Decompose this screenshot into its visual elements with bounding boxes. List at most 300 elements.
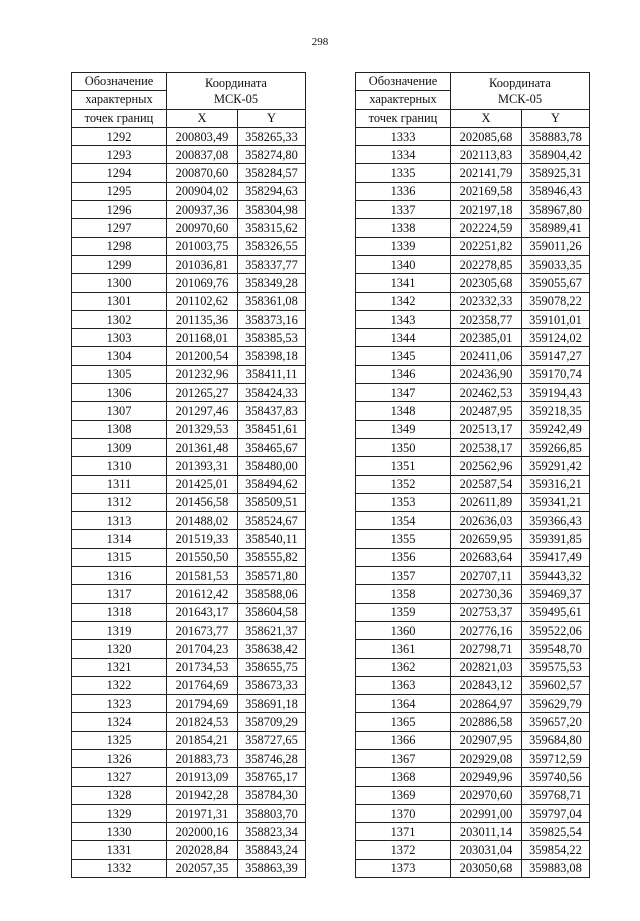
x-coordinate-cell: 202251,82 [451, 237, 522, 255]
y-coordinate-cell: 359055,67 [522, 274, 590, 292]
page-number: 298 [311, 36, 329, 48]
x-coordinate-cell: 201550,50 [167, 548, 238, 566]
table-row [356, 274, 590, 292]
x-coordinate-cell: 201824,53 [167, 713, 238, 731]
point-number-cell: 1352 [356, 475, 451, 493]
point-number-cell: 1309 [72, 438, 167, 456]
table-row [72, 621, 306, 639]
x-coordinate-cell: 201581,53 [167, 567, 238, 585]
y-coordinate-cell: 359291,42 [522, 457, 590, 475]
point-label-header: Обозначение [72, 73, 167, 91]
point-number-cell: 1356 [356, 548, 451, 566]
point-number-cell: 1301 [72, 292, 167, 310]
y-coordinate-cell: 358274,80 [238, 146, 306, 164]
y-coordinate-cell: 358509,51 [238, 493, 306, 511]
x-coordinate-cell: 203050,68 [451, 859, 522, 877]
x-coordinate-cell: 201673,77 [167, 621, 238, 639]
y-coordinate-cell: 358863,39 [238, 859, 306, 877]
table-row [356, 731, 590, 749]
x-coordinate-cell: 202538,17 [451, 438, 522, 456]
table-row [72, 420, 306, 438]
point-number-cell: 1300 [72, 274, 167, 292]
table-row [72, 201, 306, 219]
point-number-cell: 1346 [356, 365, 451, 383]
point-label-header: Обозначение [356, 73, 451, 91]
y-coordinate-cell: 358385,53 [238, 329, 306, 347]
table-row [356, 621, 590, 639]
point-number-cell: 1365 [356, 713, 451, 731]
x-coordinate-cell: 203011,14 [451, 823, 522, 841]
table-row [356, 420, 590, 438]
table-row [72, 530, 306, 548]
table-row [356, 823, 590, 841]
table-row [356, 438, 590, 456]
y-coordinate-cell: 358451,61 [238, 420, 306, 438]
point-number-cell: 1317 [72, 585, 167, 603]
y-coordinate-cell: 358373,16 [238, 310, 306, 328]
table-row [72, 823, 306, 841]
x-coordinate-cell: 201200,54 [167, 347, 238, 365]
table-row [72, 640, 306, 658]
table-row [72, 329, 306, 347]
x-coordinate-cell: 202821,03 [451, 658, 522, 676]
table-row [72, 127, 306, 145]
coordinates-table-right [355, 72, 590, 878]
point-number-cell: 1335 [356, 164, 451, 182]
point-number-cell: 1298 [72, 237, 167, 255]
x-coordinate-cell: 202224,59 [451, 219, 522, 237]
table-row [72, 219, 306, 237]
y-coordinate-cell: 359883,08 [522, 859, 590, 877]
point-number-cell: 1299 [72, 255, 167, 273]
x-coordinate-cell: 201488,02 [167, 512, 238, 530]
y-coordinate-cell: 358555,82 [238, 548, 306, 566]
y-coordinate-cell: 359218,35 [522, 402, 590, 420]
point-number-cell: 1305 [72, 365, 167, 383]
y-coordinate-cell: 358265,33 [238, 127, 306, 145]
table-row [72, 585, 306, 603]
x-coordinate-cell: 202436,90 [451, 365, 522, 383]
y-coordinate-cell: 359712,59 [522, 749, 590, 767]
point-number-cell: 1324 [72, 713, 167, 731]
x-coordinate-cell: 202332,33 [451, 292, 522, 310]
table-body-left [72, 127, 306, 877]
x-coordinate-cell: 202305,68 [451, 274, 522, 292]
x-coordinate-cell: 202028,84 [167, 841, 238, 859]
table-row [72, 237, 306, 255]
point-number-cell: 1333 [356, 127, 451, 145]
x-coordinate-cell: 201393,31 [167, 457, 238, 475]
x-coordinate-cell: 202636,03 [451, 512, 522, 530]
table-row [72, 841, 306, 859]
y-coordinate-cell: 358480,00 [238, 457, 306, 475]
x-coordinate-cell: 202707,11 [451, 567, 522, 585]
table-row [356, 548, 590, 566]
table-row [72, 676, 306, 694]
table-row [356, 347, 590, 365]
x-coordinate-cell: 202776,16 [451, 621, 522, 639]
point-number-cell: 1341 [356, 274, 451, 292]
point-number-cell: 1364 [356, 695, 451, 713]
x-coordinate-cell: 202611,89 [451, 493, 522, 511]
point-number-cell: 1294 [72, 164, 167, 182]
point-number-cell: 1348 [356, 402, 451, 420]
coordinate-header-line1: Координата [489, 75, 551, 90]
x-coordinate-cell: 201168,01 [167, 329, 238, 347]
x-coordinate-cell: 201942,28 [167, 786, 238, 804]
table-row [356, 695, 590, 713]
point-number-cell: 1344 [356, 329, 451, 347]
x-coordinate-cell: 201854,21 [167, 731, 238, 749]
table-row [72, 347, 306, 365]
coordinate-header-line2: МСК-05 [213, 91, 259, 106]
table-row [356, 201, 590, 219]
point-number-cell: 1327 [72, 768, 167, 786]
point-number-cell: 1358 [356, 585, 451, 603]
point-number-cell: 1295 [72, 182, 167, 200]
y-column-header: Y [238, 109, 306, 127]
point-number-cell: 1336 [356, 182, 451, 200]
x-coordinate-cell: 202843,12 [451, 676, 522, 694]
point-number-cell: 1347 [356, 384, 451, 402]
y-coordinate-cell: 359740,56 [522, 768, 590, 786]
y-coordinate-cell: 359495,61 [522, 603, 590, 621]
x-coordinate-cell: 202864,97 [451, 695, 522, 713]
y-coordinate-cell: 359575,53 [522, 658, 590, 676]
point-label-header-line3: точек границ [72, 109, 167, 127]
x-coordinate-cell: 202278,85 [451, 255, 522, 273]
y-coordinate-cell: 359469,37 [522, 585, 590, 603]
y-coordinate-cell: 359417,49 [522, 548, 590, 566]
y-coordinate-cell: 358524,67 [238, 512, 306, 530]
table-row [356, 237, 590, 255]
y-coordinate-cell: 358540,11 [238, 530, 306, 548]
table-row [72, 182, 306, 200]
point-number-cell: 1330 [72, 823, 167, 841]
y-coordinate-cell: 359242,49 [522, 420, 590, 438]
x-coordinate-cell: 201971,31 [167, 804, 238, 822]
point-number-cell: 1369 [356, 786, 451, 804]
table-row [356, 329, 590, 347]
point-number-cell: 1329 [72, 804, 167, 822]
point-label-header-line3: точек границ [356, 109, 451, 127]
x-column-header: X [451, 109, 522, 127]
table-row [72, 603, 306, 621]
x-coordinate-cell: 202385,01 [451, 329, 522, 347]
table-row [72, 567, 306, 585]
y-coordinate-cell: 359124,02 [522, 329, 590, 347]
y-coordinate-cell: 359854,22 [522, 841, 590, 859]
x-coordinate-cell: 201519,33 [167, 530, 238, 548]
x-coordinate-cell: 200904,02 [167, 182, 238, 200]
x-coordinate-cell: 202169,58 [451, 182, 522, 200]
x-coordinate-cell: 201425,01 [167, 475, 238, 493]
y-coordinate-cell: 358437,83 [238, 402, 306, 420]
table-row [356, 365, 590, 383]
x-coordinate-cell: 202197,18 [451, 201, 522, 219]
y-coordinate-cell: 358746,28 [238, 749, 306, 767]
coordinate-header [167, 73, 306, 110]
y-coordinate-cell: 358989,41 [522, 219, 590, 237]
y-coordinate-cell: 358361,08 [238, 292, 306, 310]
y-coordinate-cell: 359078,22 [522, 292, 590, 310]
coordinate-header-line2: МСК-05 [497, 91, 543, 106]
point-number-cell: 1362 [356, 658, 451, 676]
y-coordinate-cell: 358284,57 [238, 164, 306, 182]
y-coordinate-cell: 358294,63 [238, 182, 306, 200]
y-coordinate-cell: 358967,80 [522, 201, 590, 219]
x-coordinate-cell: 202411,06 [451, 347, 522, 365]
table-row [72, 365, 306, 383]
table-row [356, 457, 590, 475]
point-number-cell: 1304 [72, 347, 167, 365]
y-coordinate-cell: 359147,27 [522, 347, 590, 365]
x-coordinate-cell: 202085,68 [451, 127, 522, 145]
point-number-cell: 1296 [72, 201, 167, 219]
y-coordinate-cell: 359443,32 [522, 567, 590, 585]
y-coordinate-cell: 358946,43 [522, 182, 590, 200]
x-coordinate-cell: 201456,58 [167, 493, 238, 511]
y-column-header: Y [522, 109, 590, 127]
point-number-cell: 1313 [72, 512, 167, 530]
table-row [356, 841, 590, 859]
x-coordinate-cell: 202949,96 [451, 768, 522, 786]
x-coordinate-cell: 201361,48 [167, 438, 238, 456]
y-coordinate-cell: 358398,18 [238, 347, 306, 365]
point-number-cell: 1293 [72, 146, 167, 164]
table-row [72, 493, 306, 511]
y-coordinate-cell: 359629,79 [522, 695, 590, 713]
y-coordinate-cell: 358709,29 [238, 713, 306, 731]
table-row [356, 804, 590, 822]
y-coordinate-cell: 358823,34 [238, 823, 306, 841]
y-coordinate-cell: 359522,06 [522, 621, 590, 639]
point-number-cell: 1339 [356, 237, 451, 255]
table-row [72, 457, 306, 475]
table-row [72, 274, 306, 292]
x-coordinate-cell: 202730,36 [451, 585, 522, 603]
y-coordinate-cell: 359391,85 [522, 530, 590, 548]
table-row [72, 749, 306, 767]
table-row [72, 438, 306, 456]
y-coordinate-cell: 358411,11 [238, 365, 306, 383]
table-row [72, 768, 306, 786]
x-coordinate-cell: 202886,58 [451, 713, 522, 731]
y-coordinate-cell: 359768,71 [522, 786, 590, 804]
x-coordinate-cell: 202929,08 [451, 749, 522, 767]
table-row [72, 658, 306, 676]
point-label-header-line2: характерных [356, 91, 451, 109]
table-row [356, 255, 590, 273]
x-coordinate-cell: 201102,62 [167, 292, 238, 310]
x-coordinate-cell: 201003,75 [167, 237, 238, 255]
coordinates-table-left [71, 72, 306, 878]
table-row [356, 530, 590, 548]
point-number-cell: 1321 [72, 658, 167, 676]
point-number-cell: 1302 [72, 310, 167, 328]
y-coordinate-cell: 358727,65 [238, 731, 306, 749]
table-row [72, 475, 306, 493]
y-coordinate-cell: 358349,28 [238, 274, 306, 292]
x-coordinate-cell: 202970,60 [451, 786, 522, 804]
table-row [72, 859, 306, 877]
x-coordinate-cell: 201883,73 [167, 749, 238, 767]
x-coordinate-cell: 200803,49 [167, 127, 238, 145]
table-row [356, 384, 590, 402]
point-number-cell: 1292 [72, 127, 167, 145]
point-number-cell: 1297 [72, 219, 167, 237]
table-row [356, 219, 590, 237]
y-coordinate-cell: 359170,74 [522, 365, 590, 383]
y-coordinate-cell: 359266,85 [522, 438, 590, 456]
table-row [356, 182, 590, 200]
point-number-cell: 1320 [72, 640, 167, 658]
y-coordinate-cell: 358784,30 [238, 786, 306, 804]
y-coordinate-cell: 358304,98 [238, 201, 306, 219]
point-number-cell: 1359 [356, 603, 451, 621]
point-number-cell: 1363 [356, 676, 451, 694]
x-coordinate-cell: 202798,71 [451, 640, 522, 658]
y-coordinate-cell: 358925,31 [522, 164, 590, 182]
point-number-cell: 1357 [356, 567, 451, 585]
x-coordinate-cell: 200970,60 [167, 219, 238, 237]
x-coordinate-cell: 200937,36 [167, 201, 238, 219]
y-coordinate-cell: 359101,01 [522, 310, 590, 328]
x-coordinate-cell: 201734,53 [167, 658, 238, 676]
point-number-cell: 1340 [356, 255, 451, 273]
x-coordinate-cell: 201069,76 [167, 274, 238, 292]
point-number-cell: 1343 [356, 310, 451, 328]
point-number-cell: 1332 [72, 859, 167, 877]
table-row [356, 292, 590, 310]
point-number-cell: 1306 [72, 384, 167, 402]
y-coordinate-cell: 359316,21 [522, 475, 590, 493]
x-coordinate-cell: 202991,00 [451, 804, 522, 822]
y-coordinate-cell: 359033,35 [522, 255, 590, 273]
y-coordinate-cell: 358588,06 [238, 585, 306, 603]
table-row [72, 164, 306, 182]
point-number-cell: 1334 [356, 146, 451, 164]
table-row [356, 512, 590, 530]
table-row [356, 402, 590, 420]
table-body-right [356, 127, 590, 877]
point-number-cell: 1360 [356, 621, 451, 639]
y-coordinate-cell: 359684,80 [522, 731, 590, 749]
table-row [356, 164, 590, 182]
table-row [72, 731, 306, 749]
table-row [72, 255, 306, 273]
x-coordinate-cell: 202753,37 [451, 603, 522, 621]
point-number-cell: 1349 [356, 420, 451, 438]
y-coordinate-cell: 358883,78 [522, 127, 590, 145]
x-coordinate-cell: 202907,95 [451, 731, 522, 749]
x-coordinate-cell: 202141,79 [451, 164, 522, 182]
y-coordinate-cell: 358691,18 [238, 695, 306, 713]
table-row [356, 768, 590, 786]
point-number-cell: 1337 [356, 201, 451, 219]
point-number-cell: 1326 [72, 749, 167, 767]
table-row [72, 292, 306, 310]
point-number-cell: 1354 [356, 512, 451, 530]
x-coordinate-cell: 201643,17 [167, 603, 238, 621]
point-number-cell: 1323 [72, 695, 167, 713]
point-number-cell: 1328 [72, 786, 167, 804]
x-coordinate-cell: 201232,96 [167, 365, 238, 383]
coordinate-header [451, 73, 590, 110]
y-coordinate-cell: 359797,04 [522, 804, 590, 822]
x-coordinate-cell: 201329,53 [167, 420, 238, 438]
table-row [72, 548, 306, 566]
x-coordinate-cell: 202487,95 [451, 402, 522, 420]
point-number-cell: 1314 [72, 530, 167, 548]
coordinate-header-line1: Координата [205, 75, 267, 90]
point-number-cell: 1322 [72, 676, 167, 694]
point-number-cell: 1331 [72, 841, 167, 859]
table-row [356, 676, 590, 694]
x-coordinate-cell: 202513,17 [451, 420, 522, 438]
x-coordinate-cell: 201036,81 [167, 255, 238, 273]
y-coordinate-cell: 359825,54 [522, 823, 590, 841]
point-number-cell: 1361 [356, 640, 451, 658]
x-coordinate-cell: 202113,83 [451, 146, 522, 164]
x-coordinate-cell: 202000,16 [167, 823, 238, 841]
x-column-header: X [167, 109, 238, 127]
table-row [356, 493, 590, 511]
table-row [72, 310, 306, 328]
y-coordinate-cell: 358621,37 [238, 621, 306, 639]
point-number-cell: 1367 [356, 749, 451, 767]
point-number-cell: 1318 [72, 603, 167, 621]
x-coordinate-cell: 201135,36 [167, 310, 238, 328]
table-row [356, 127, 590, 145]
y-coordinate-cell: 358315,62 [238, 219, 306, 237]
point-number-cell: 1311 [72, 475, 167, 493]
point-number-cell: 1366 [356, 731, 451, 749]
point-number-cell: 1338 [356, 219, 451, 237]
table-row [72, 804, 306, 822]
x-coordinate-cell: 201764,69 [167, 676, 238, 694]
y-coordinate-cell: 359366,43 [522, 512, 590, 530]
y-coordinate-cell: 358424,33 [238, 384, 306, 402]
table-row [72, 512, 306, 530]
table-row [356, 146, 590, 164]
x-coordinate-cell: 201794,69 [167, 695, 238, 713]
x-coordinate-cell: 200870,60 [167, 164, 238, 182]
y-coordinate-cell: 359194,43 [522, 384, 590, 402]
table-row [356, 310, 590, 328]
point-number-cell: 1373 [356, 859, 451, 877]
x-coordinate-cell: 201297,46 [167, 402, 238, 420]
point-number-cell: 1325 [72, 731, 167, 749]
y-coordinate-cell: 358494,62 [238, 475, 306, 493]
point-number-cell: 1319 [72, 621, 167, 639]
y-coordinate-cell: 359011,26 [522, 237, 590, 255]
x-coordinate-cell: 202462,53 [451, 384, 522, 402]
point-number-cell: 1355 [356, 530, 451, 548]
x-coordinate-cell: 202057,35 [167, 859, 238, 877]
table-row [356, 475, 590, 493]
point-number-cell: 1312 [72, 493, 167, 511]
point-number-cell: 1350 [356, 438, 451, 456]
point-number-cell: 1316 [72, 567, 167, 585]
x-coordinate-cell: 201612,42 [167, 585, 238, 603]
y-coordinate-cell: 359602,57 [522, 676, 590, 694]
point-number-cell: 1351 [356, 457, 451, 475]
x-coordinate-cell: 201265,27 [167, 384, 238, 402]
table-row [356, 567, 590, 585]
table-row [72, 786, 306, 804]
x-coordinate-cell: 202683,64 [451, 548, 522, 566]
